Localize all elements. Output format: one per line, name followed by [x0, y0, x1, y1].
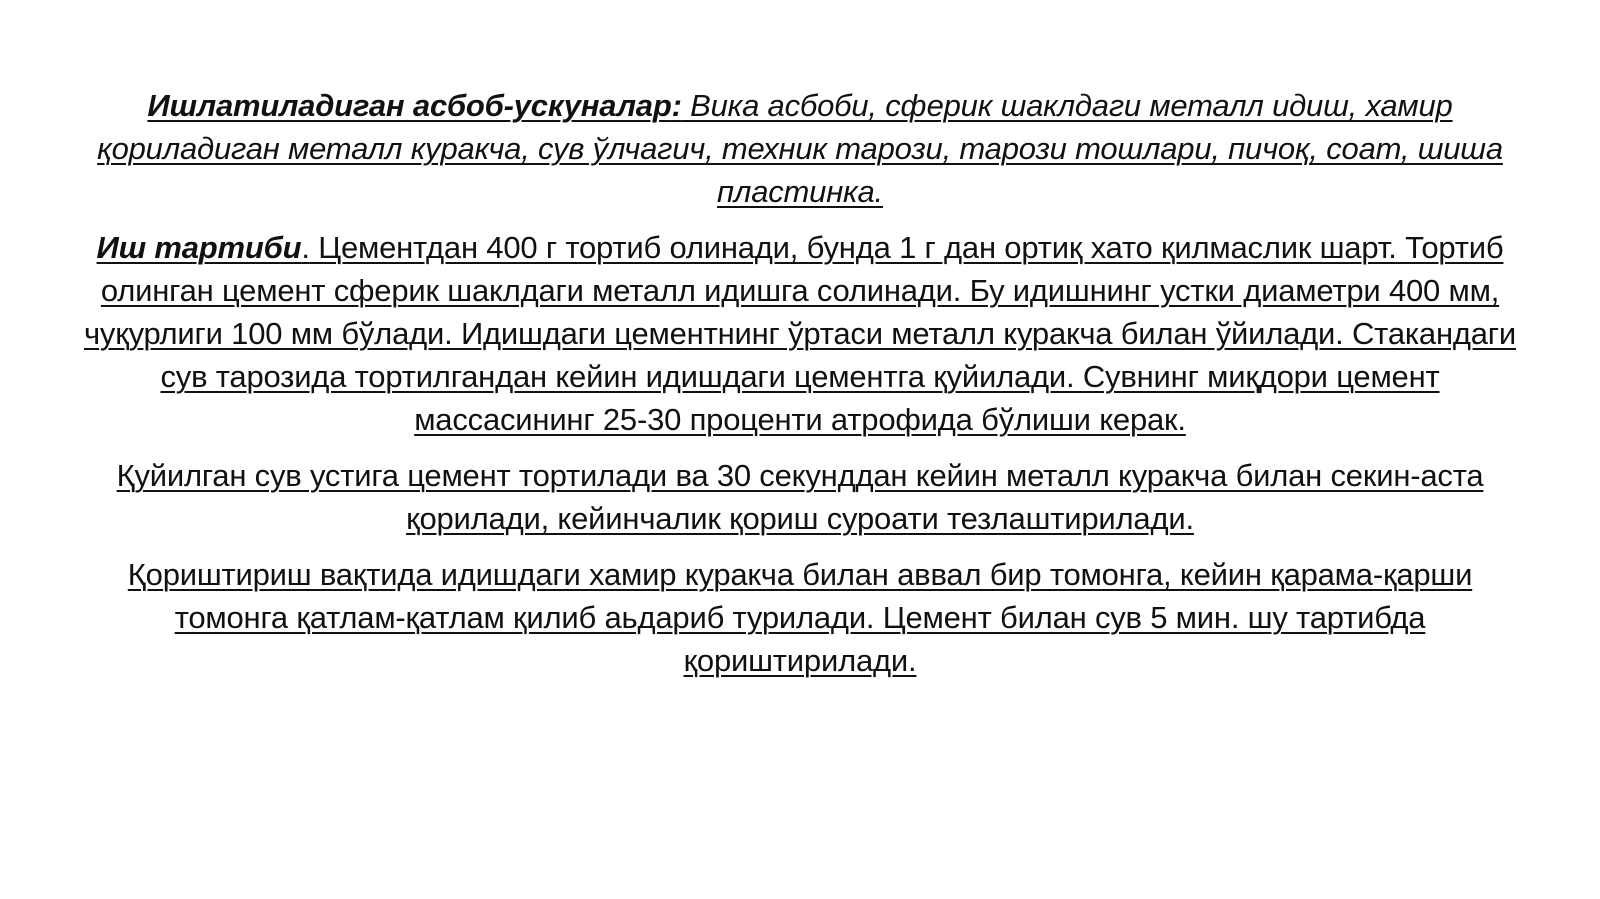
procedure-heading: Иш тартиби	[96, 230, 302, 265]
procedure-text: Цементдан 400 г тортиб олинади, бунда 1 г дан ортиқ хато қилмаслик шарт. Тортиб олинган цемент сферик шаклдаги металл идишга солинади. Бу идишнинг устки диаметри 400 мм, чуқурлиги 100 мм бўлади. Идишдаги цементнинг ўртаси металл куракча билан ўйилади. Стакандаги сув тарозида тортилгандан кейин идишдаги цементга қуйилади. Сувнинг миқдори цемент массасининг 25-30 проценти атрофида бўлиши керак.	[83, 230, 1517, 437]
procedure-heading-period: .	[301, 230, 310, 265]
equipment-list-text: Вика асбоби, сферик шаклдаги металл идиш, хамир қориладиган металл куракча, сув ўлчагич, техник тарози, тарози тошлари, пичоқ, соат, шиша пластинка.	[97, 88, 1503, 209]
equipment-paragraph	[80, 84, 1520, 213]
mixing-text: Қуйилган сув устига цемент тортилади ва 30 секунддан кейин металл куракча билан секин-аста қорилади, кейинчалик қориш суроати тезлаштирилади.	[116, 458, 1484, 536]
stirring-text: Қориштириш вақтида идишдаги хамир куракча билан аввал бир томонга, кейин қарама-қарши томонга қатлам-қатлам қилиб аьдариб турилади. Цемент билан сув 5 мин. шу тартибда қориштирилади.	[127, 557, 1473, 678]
equipment-heading: Ишлатиладиган асбоб-ускуналар	[147, 88, 672, 123]
slide-body	[80, 84, 1520, 695]
mixing-paragraph	[80, 454, 1520, 540]
equipment-heading-colon: :	[671, 88, 682, 123]
procedure-paragraph	[80, 226, 1520, 441]
stirring-paragraph	[80, 553, 1520, 682]
